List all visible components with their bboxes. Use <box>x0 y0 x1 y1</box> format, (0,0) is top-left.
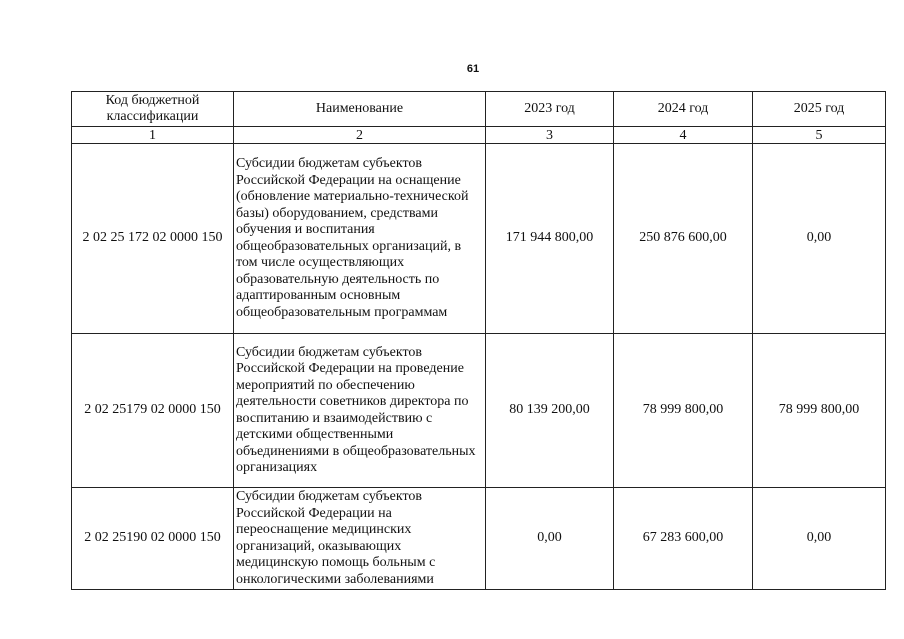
header-code: Код бюджетной классификации <box>72 92 234 127</box>
header-2023: 2023 год <box>486 92 614 127</box>
amount-2024: 250 876 600,00 <box>614 144 753 334</box>
header-2025: 2025 год <box>753 92 886 127</box>
amount-2023: 0,00 <box>486 488 614 590</box>
table-row <box>72 488 886 590</box>
amount-2025: 78 999 800,00 <box>753 334 886 488</box>
column-number: 1 <box>72 127 234 144</box>
item-name: Субсидии бюджетам субъектов Российской Федерации на проведение мероприятий по обеспечению деятельности советников директора по воспитанию и взаимодействию с детскими общественными объединениями в общеобразовательных организациях <box>234 334 486 488</box>
budget-table <box>71 91 886 590</box>
amount-2024: 78 999 800,00 <box>614 334 753 488</box>
budget-code: 2 02 25 172 02 0000 150 <box>72 144 234 334</box>
amount-2023: 80 139 200,00 <box>486 334 614 488</box>
column-number: 2 <box>234 127 486 144</box>
amount-2024: 67 283 600,00 <box>614 488 753 590</box>
budget-code: 2 02 25179 02 0000 150 <box>72 334 234 488</box>
item-name: Субсидии бюджетам субъектов Российской Федерации на оснащение (обновление материально-технической базы) оборудованием, средствами обучения и воспитания общеобразовательных организаций, в том числе осуществляющих образовательную деятельность по адаптированным основным общеобразовательным программам <box>234 144 486 334</box>
table-row <box>72 334 886 488</box>
column-number: 5 <box>753 127 886 144</box>
budget-code: 2 02 25190 02 0000 150 <box>72 488 234 590</box>
column-number: 4 <box>614 127 753 144</box>
amount-2023: 171 944 800,00 <box>486 144 614 334</box>
column-number-row <box>72 127 886 144</box>
header-name: Наименование <box>234 92 486 127</box>
header-2024: 2024 год <box>614 92 753 127</box>
item-name: Субсидии бюджетам субъектов Российской Федерации на переоснащение медицинских организаций, оказывающих медицинскую помощь больным с онкологическими заболеваниями <box>234 488 486 590</box>
page-number: 61 <box>466 63 480 75</box>
amount-2025: 0,00 <box>753 488 886 590</box>
table-row <box>72 144 886 334</box>
column-number: 3 <box>486 127 614 144</box>
table-header-row <box>72 92 886 127</box>
amount-2025: 0,00 <box>753 144 886 334</box>
